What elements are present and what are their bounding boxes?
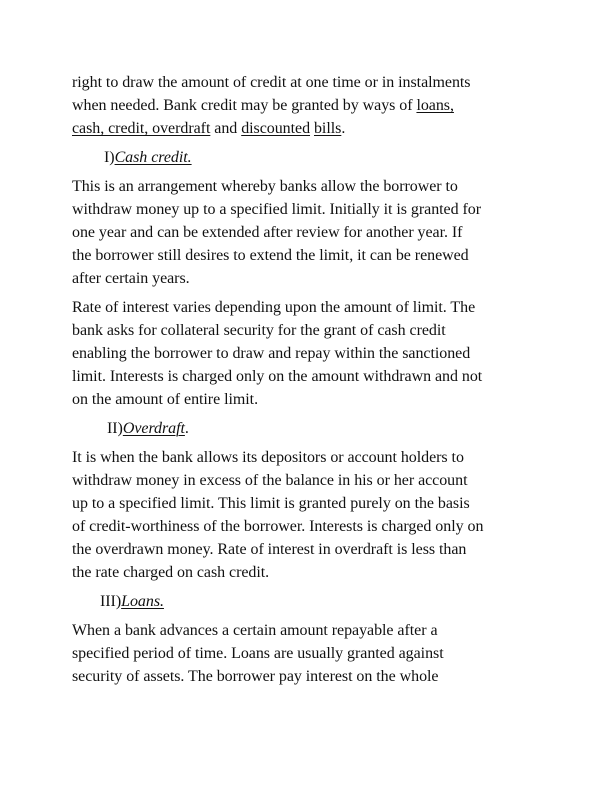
section-title: Loans. <box>121 593 164 610</box>
section-numeral: III) <box>100 593 122 610</box>
text-line: one year and can be extended after review for another year. If <box>72 224 463 241</box>
intro-line-1: right to draw the amount of credit at one time or in instalments <box>72 74 471 91</box>
section-heading-overdraft <box>72 417 542 440</box>
text-line: up to a specified limit. This limit is granted purely on the basis <box>72 495 470 512</box>
text-line: the rate charged on cash credit. <box>72 564 270 581</box>
section-title: Overdraft <box>122 420 185 437</box>
text-line: It is when the bank allows its depositors or account holders to <box>72 449 464 466</box>
section-title: Cash credit. <box>114 149 192 166</box>
section-numeral: I) <box>104 149 115 166</box>
section-heading-loans <box>72 590 542 613</box>
underlined-bills: bills <box>313 120 342 137</box>
underlined-discounted: discounted <box>241 120 311 137</box>
cash-credit-paragraph-1 <box>72 175 542 290</box>
text-line: of credit-worthiness of the borrower. Interests is charged only on <box>72 518 484 535</box>
text-line: bank asks for collateral security for the grant of cash credit <box>72 322 446 339</box>
intro-line-2-text: when needed. Bank credit may be granted by ways of <box>72 97 417 114</box>
text-line: after certain years. <box>72 270 190 287</box>
text-line: on the amount of entire limit. <box>72 391 259 408</box>
cash-credit-paragraph-2 <box>72 296 542 411</box>
overdraft-paragraph <box>72 446 542 584</box>
loans-paragraph <box>72 619 542 688</box>
text-line: limit. Interests is charged only on the amount withdrawn and not <box>72 368 483 385</box>
text-line: withdraw money up to a specified limit. Initially it is granted for <box>72 201 482 218</box>
text-line: enabling the borrower to draw and repay within the sanctioned <box>72 345 471 362</box>
text-line: specified period of time. Loans are usually granted against <box>72 645 444 662</box>
text-line: This is an arrangement whereby banks allow the borrower to <box>72 178 458 195</box>
text-line: the borrower still desires to extend the limit, it can be renewed <box>72 247 469 264</box>
intro-line-2 <box>72 94 542 117</box>
document-page <box>72 71 542 694</box>
section-numeral: II) <box>107 420 123 437</box>
section-title-suffix: . <box>184 420 189 437</box>
intro-and-text: and <box>210 120 242 137</box>
intro-period: . <box>341 120 346 137</box>
underlined-loans: loans, <box>416 97 454 114</box>
underlined-cash-credit-overdraft: cash, credit, overdraft <box>72 120 211 137</box>
text-line: withdraw money in excess of the balance in his or her account <box>72 472 468 489</box>
intro-paragraph <box>72 71 542 140</box>
text-line: the overdrawn money. Rate of interest in overdraft is less than <box>72 541 467 558</box>
intro-line-3 <box>72 117 542 140</box>
section-heading-cash-credit <box>72 146 542 169</box>
text-line: When a bank advances a certain amount repayable after a <box>72 622 438 639</box>
text-line: Rate of interest varies depending upon the amount of limit. The <box>72 299 476 316</box>
text-line: security of assets. The borrower pay interest on the whole <box>72 668 439 685</box>
